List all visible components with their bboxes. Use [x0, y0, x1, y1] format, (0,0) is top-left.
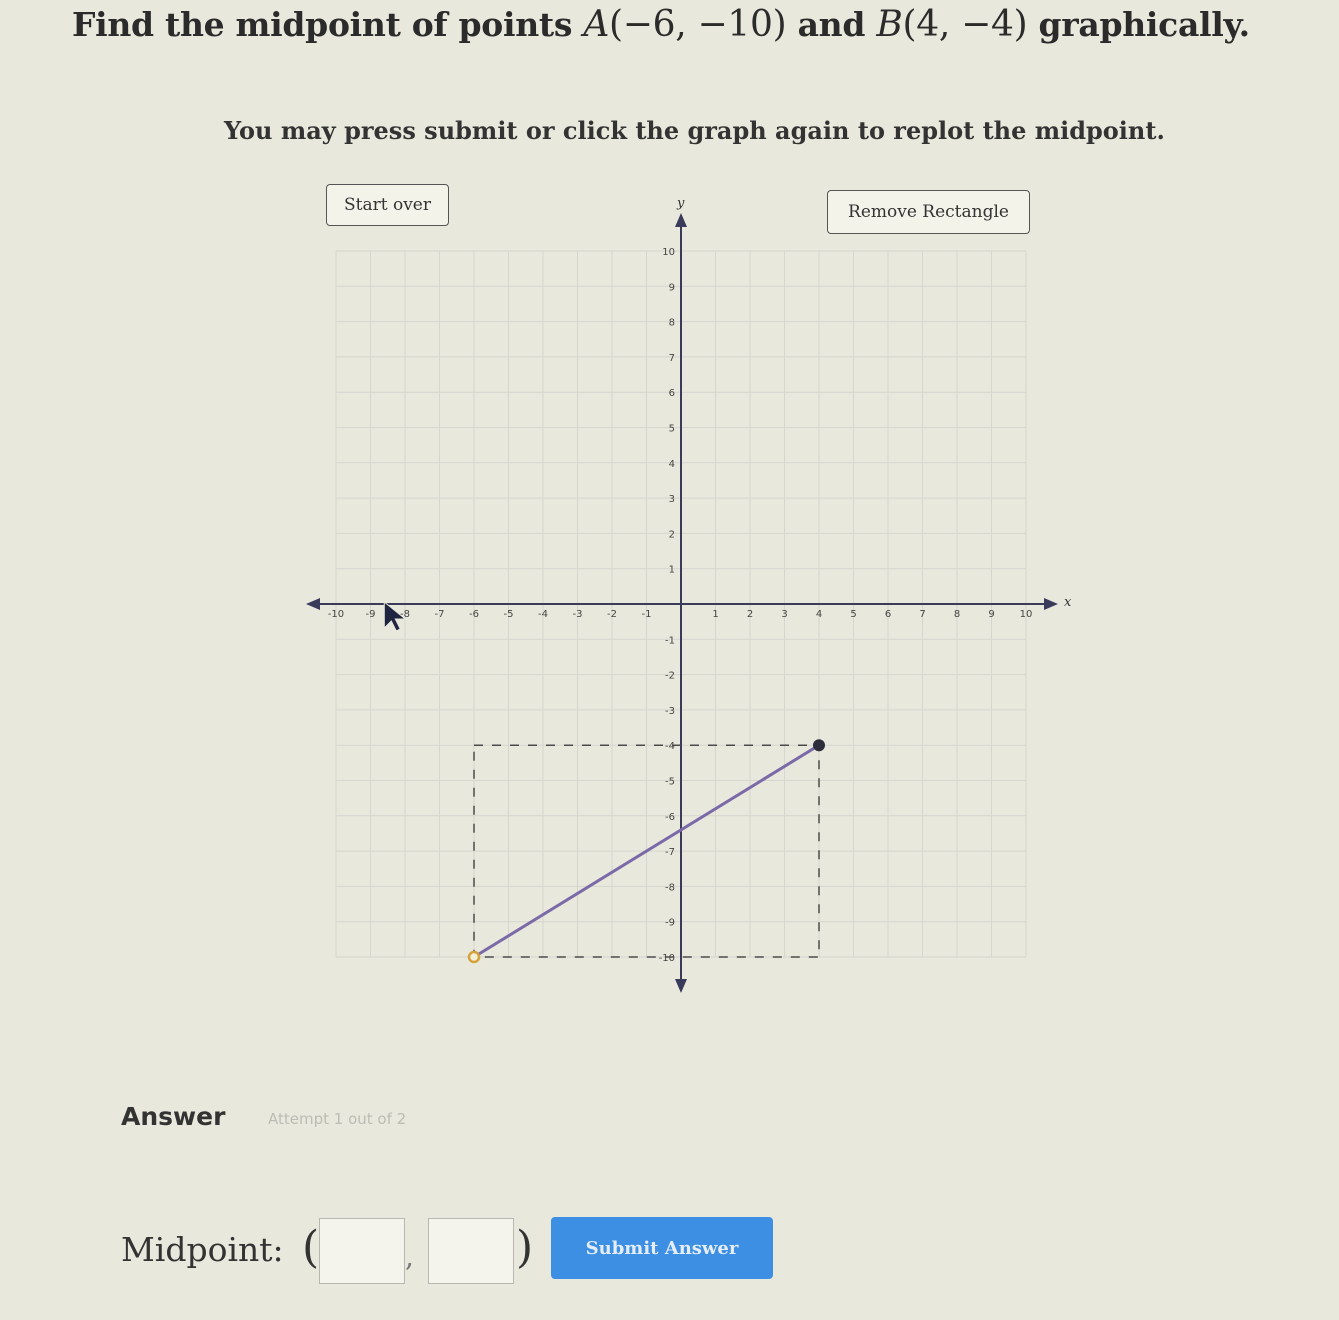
y-tick-label: -9: [665, 917, 675, 929]
x-tick-label: -4: [538, 609, 548, 620]
x-tick-label: -8: [400, 609, 410, 620]
y-tick-label: 8: [668, 317, 675, 329]
point-a-marker: [469, 952, 479, 962]
x-axis-right-arrow-icon: [1044, 598, 1058, 610]
y-tick-label: 6: [668, 388, 675, 400]
x-tick-label: -10: [327, 609, 345, 620]
point-a-coords: (−6, −10): [609, 4, 787, 45]
midpoint-x-input[interactable]: [319, 1218, 405, 1284]
point-b-name: B: [876, 4, 903, 45]
x-tick-label: 9: [988, 609, 995, 620]
y-tick-label: 5: [668, 423, 675, 435]
comma-separator: ,: [405, 1240, 414, 1273]
coordinate-graph[interactable]: [280, 180, 1080, 1000]
x-tick-label: 8: [953, 609, 961, 620]
x-tick-label: -6: [469, 609, 479, 620]
y-axis-up-arrow-icon: [675, 213, 687, 227]
point-b-marker: [813, 739, 825, 751]
mouse-cursor-icon: [384, 602, 405, 631]
y-tick-label: -8: [665, 882, 675, 894]
x-tick-label: 7: [919, 609, 926, 620]
instructions: You may press submit or click the graph again to replot the midpoint.: [224, 116, 1165, 145]
midpoint-label: Midpoint:: [121, 1230, 284, 1269]
x-tick-label: 6: [884, 609, 892, 620]
x-tick-label: 2: [746, 609, 754, 620]
point-a-expression: [583, 4, 786, 45]
y-tick-label: -7: [665, 847, 675, 859]
remove-rectangle-button[interactable]: Remove Rectangle: [827, 190, 1030, 234]
y-tick-label: -5: [665, 776, 675, 788]
x-tick-label: -2: [607, 609, 617, 620]
y-tick-label: -1: [665, 635, 675, 647]
attempt-counter: Attempt 1 out of 2: [268, 1110, 407, 1128]
x-tick-label: -7: [434, 609, 445, 620]
point-a-name: A: [583, 4, 610, 45]
point-b-coords: (4, −4): [902, 4, 1028, 45]
answer-heading: Answer: [121, 1102, 226, 1131]
x-tick-label: 1: [712, 609, 719, 620]
midpoint-y-input[interactable]: [428, 1218, 514, 1284]
y-tick-label: -2: [665, 670, 675, 682]
x-tick-label: -1: [641, 609, 652, 620]
point-b-expression: [876, 4, 1027, 45]
y-tick-label: -10: [658, 953, 675, 964]
mouse-pointer-arrow: [384, 602, 405, 631]
y-tick-label: 10: [662, 247, 675, 258]
y-tick-label: 7: [668, 352, 675, 364]
problem-middle: and: [786, 5, 877, 44]
y-tick-label: 4: [668, 458, 675, 470]
problem-prefix: Find the midpoint of points: [72, 5, 584, 44]
x-tick-label: -5: [503, 609, 514, 620]
y-tick-label: 9: [668, 282, 675, 294]
x-axis-label: x: [1064, 595, 1072, 610]
x-axis-left-arrow-icon: [306, 598, 320, 610]
x-tick-label: 5: [850, 609, 857, 620]
y-tick-label: -3: [665, 705, 675, 717]
submit-answer-button[interactable]: Submit Answer: [551, 1217, 773, 1279]
problem-suffix: graphically.: [1027, 5, 1250, 44]
y-tick-label: 3: [668, 494, 675, 506]
start-over-button[interactable]: Start over: [326, 184, 449, 226]
y-tick-label: -6: [665, 811, 675, 823]
y-tick-label: -4: [665, 741, 675, 753]
x-tick-label: 10: [1019, 609, 1033, 620]
x-tick-label: -3: [572, 609, 583, 620]
x-tick-label: -9: [365, 609, 376, 620]
open-paren: (: [302, 1222, 320, 1273]
x-tick-label: 3: [781, 609, 788, 620]
y-axis-down-arrow-icon: [675, 979, 687, 993]
y-tick-label: 2: [668, 529, 675, 541]
x-tick-label: 4: [815, 609, 823, 620]
close-paren: ): [516, 1222, 534, 1273]
problem-statement: [72, 4, 1250, 45]
y-tick-label: 1: [668, 564, 675, 576]
y-axis-label: y: [677, 196, 685, 211]
